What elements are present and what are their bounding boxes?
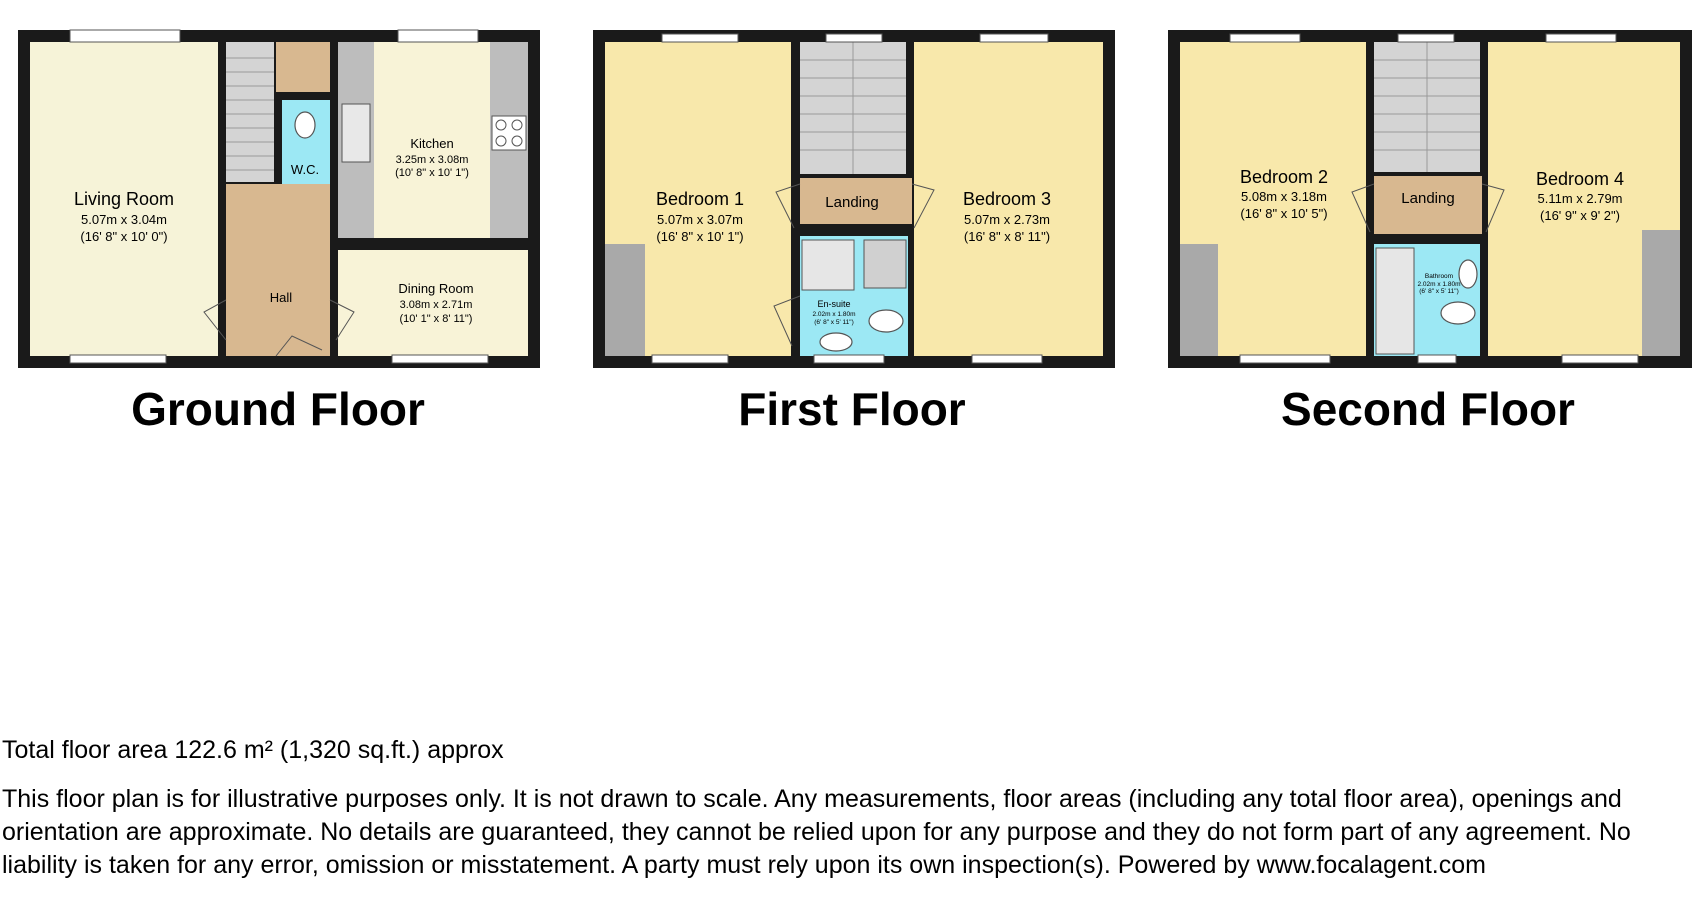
hall-label: Hall — [269, 290, 293, 305]
understairs-cupboard — [276, 42, 330, 92]
kitchen-hob — [492, 116, 526, 150]
dining-room-label: Dining Room — [398, 281, 474, 296]
dining-room-metric: 3.08m x 2.71m — [399, 299, 473, 311]
bedroom-3-imperial: (16' 8" x 8' 11") — [963, 229, 1051, 244]
stairs-area — [226, 42, 274, 182]
bedroom-4-label: Bedroom 4 — [1535, 169, 1625, 189]
wc-basin — [295, 112, 315, 138]
second-window-stairs-top — [1398, 34, 1454, 42]
second-window-bath-bottom — [1418, 355, 1456, 363]
bedroom-2-imperial: (16' 8" x 10' 5") — [1240, 206, 1328, 221]
bedroom-1-metric: 5.07m x 3.07m — [657, 212, 743, 227]
wc-label: W.C. — [290, 162, 320, 177]
second-landing-label: Landing — [1401, 190, 1455, 207]
first-window-b1-bottom — [652, 355, 728, 363]
second-window-b4-bottom — [1562, 355, 1638, 363]
dining-room-imperial: (10' 1" x 8' 11") — [399, 313, 473, 325]
bedroom-4-imperial: (16' 9" x 9' 2") — [1540, 208, 1620, 223]
ensuite-imperial: (6' 8" x 5' 11") — [814, 319, 854, 326]
bedroom-3-label: Bedroom 3 — [962, 189, 1052, 209]
bedroom-1-wardrobe — [605, 244, 645, 356]
second-floor-title: Second Floor — [1281, 383, 1575, 435]
first-window-b3-bottom — [972, 355, 1042, 363]
ground-window-living — [70, 355, 166, 363]
bedroom-4-wardrobe — [1642, 230, 1680, 356]
bedroom-3-metric: 5.07m x 2.73m — [964, 212, 1050, 227]
bedroom-1-label: Bedroom 1 — [655, 189, 745, 209]
bathroom-basin — [1459, 260, 1477, 288]
bedroom-2-wardrobe — [1180, 244, 1218, 356]
ensuite-label: En-suite — [817, 299, 851, 309]
bathroom-imperial: (6' 8" x 5' 11") — [1419, 288, 1459, 295]
bedroom-2-metric: 5.08m x 3.18m — [1241, 189, 1327, 204]
kitchen-label: Kitchen — [410, 136, 454, 151]
ensuite-metric: 2.02m x 1.80m — [812, 311, 856, 318]
kitchen-sink — [342, 104, 370, 162]
ensuite-shower — [802, 240, 854, 290]
disclaimer-text: This floor plan is for illustrative purposes only. It is not drawn to scale. Any measurements, floor areas (including any total floor area), openings and orientation are approximate. No details are guaranteed, they cannot be relied upon for any purpose and they do not form part of any agreement. No liability is taken for any error, omission or misstatement. A party must rely upon its own inspection(s). Powered by www.focalagent.com — [2, 785, 1631, 879]
ground-patio-door-living — [70, 30, 180, 42]
living-room-imperial: (16' 8" x 10' 0") — [80, 229, 168, 244]
bedroom-1-imperial: (16' 8" x 10' 1") — [656, 229, 744, 244]
bathroom-bath — [1376, 248, 1414, 354]
first-floor-title: First Floor — [738, 383, 966, 435]
total-floor-area: Total floor area 122.6 m² (1,320 sq.ft.) approx — [2, 736, 504, 764]
kitchen-metric: 3.25m x 3.08m — [395, 154, 469, 166]
ensuite-toilet — [869, 310, 903, 332]
first-landing-cupboard — [864, 240, 906, 288]
ground-patio-door-kitchen — [398, 30, 478, 42]
living-room-metric: 5.07m x 3.04m — [81, 212, 167, 227]
bathroom-label: Bathroom — [1424, 273, 1454, 280]
first-window-ensuite-bottom — [814, 355, 884, 363]
ground-floor-title: Ground Floor — [131, 383, 425, 435]
first-window-stairs-top — [826, 34, 882, 42]
bedroom-2-label: Bedroom 2 — [1239, 167, 1329, 187]
first-landing-label: Landing — [825, 194, 879, 211]
ensuite-basin — [820, 333, 852, 351]
first-window-b3-top — [980, 34, 1048, 42]
bathroom-metric: 2.02m x 1.80m — [1417, 281, 1461, 288]
second-window-b2-bottom — [1240, 355, 1330, 363]
bedroom-4-metric: 5.11m x 2.79m — [1537, 191, 1623, 206]
ground-window-dining — [392, 355, 488, 363]
first-window-b1-top — [662, 34, 738, 42]
second-window-b2-top — [1230, 34, 1300, 42]
hall-area — [226, 184, 330, 356]
living-room-label: Living Room — [73, 189, 175, 209]
second-window-b4-top — [1546, 34, 1616, 42]
kitchen-imperial: (10' 8" x 10' 1") — [395, 167, 469, 179]
bathroom-toilet — [1441, 302, 1475, 324]
